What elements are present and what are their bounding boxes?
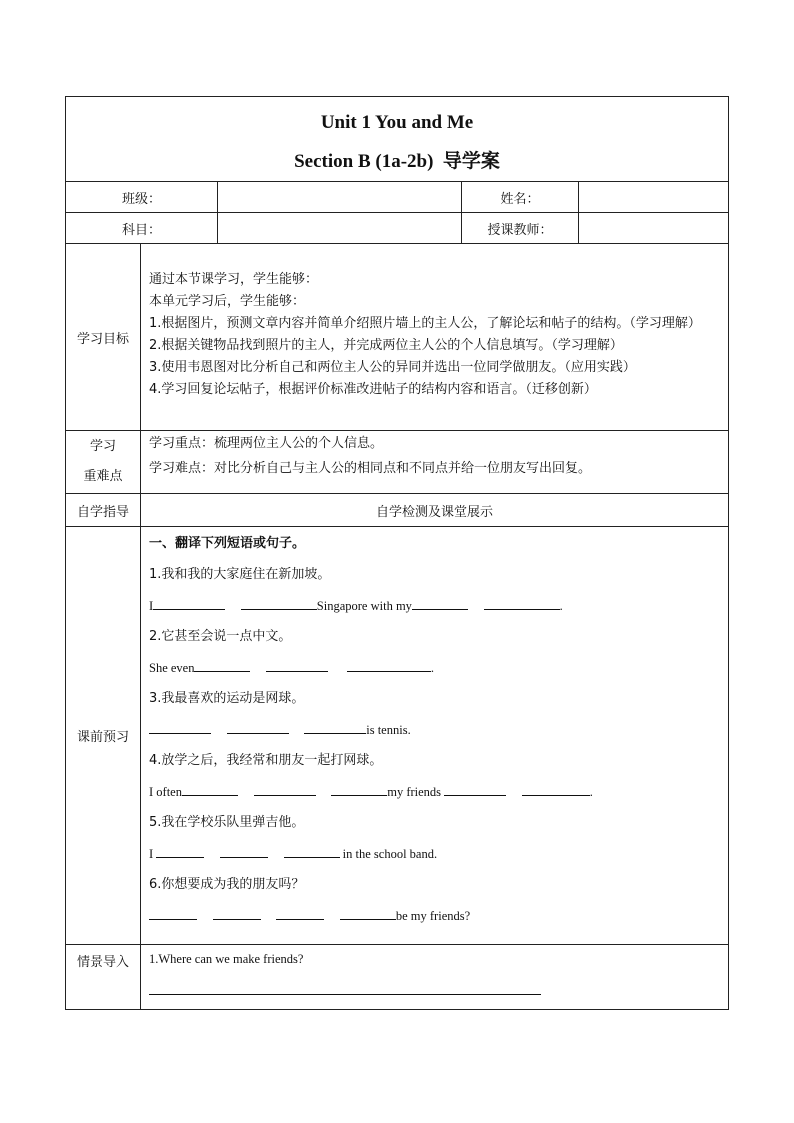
goals-label: 学习目标 — [66, 244, 141, 431]
key-points-label — [66, 431, 141, 494]
answer-4: I often my friends . — [149, 785, 593, 799]
blank[interactable] — [254, 783, 316, 796]
difficulty-text: 学习难点：对比分析自己与主人公的相同点和不同点并给一位朋友写出回复。 — [149, 461, 592, 476]
teacher-field[interactable] — [579, 213, 729, 244]
scenario-question-1: 1.Where can we make friends? — [149, 952, 304, 966]
answer-6: be my friends? — [149, 907, 720, 925]
scenario-label: 情景导入 — [66, 945, 141, 1010]
question-6: 6.你想要成为我的朋友吗？ — [149, 877, 305, 892]
goal-line: 3.使用韦恩图对比分析自己和两位主人公的异同并选出一位同学做朋友。（应用实践） — [149, 360, 636, 375]
teacher-label: 授课教师： — [462, 213, 579, 244]
blank[interactable] — [484, 597, 560, 610]
subject-label: 科目： — [66, 213, 218, 244]
blank[interactable] — [266, 659, 328, 672]
answer-1: I Singapore with my . — [149, 599, 563, 613]
blank[interactable] — [284, 845, 340, 858]
blank[interactable] — [149, 721, 211, 734]
self-study-title: 自学检测及课堂展示 — [141, 494, 729, 527]
class-label: 班级： — [66, 182, 218, 213]
class-field[interactable] — [218, 182, 462, 213]
preview-content — [141, 527, 729, 945]
answer-2: She even . — [149, 661, 434, 675]
question-2: 2.它甚至会说一点中文。 — [149, 629, 292, 644]
blank[interactable] — [444, 783, 506, 796]
question-5: 5.我在学校乐队里弹吉他。 — [149, 815, 305, 830]
blank[interactable] — [153, 597, 225, 610]
worksheet-table — [65, 96, 729, 1010]
question-3: 3.我最喜欢的运动是网球。 — [149, 691, 305, 706]
blank[interactable] — [220, 845, 268, 858]
blank[interactable] — [304, 721, 366, 734]
section-title-cn: 导学案 — [442, 149, 500, 172]
blank[interactable] — [149, 907, 197, 920]
focus-text: 学习重点：梳理两位主人公的个人信息。 — [149, 436, 384, 451]
scenario-content — [141, 945, 729, 1010]
goal-line: 通过本节课学习，学生能够： — [149, 272, 319, 287]
blank[interactable] — [276, 907, 324, 920]
blank[interactable] — [340, 907, 396, 920]
blank[interactable] — [522, 783, 590, 796]
title-cell — [66, 97, 729, 182]
blank[interactable] — [194, 659, 250, 672]
blank[interactable] — [149, 982, 541, 995]
goal-line: 1.根据图片，预测文章内容并简单介绍照片墙上的主人公，了解论坛和帖子的结构。（学习理解） — [149, 316, 701, 331]
section-title — [66, 146, 728, 173]
key-points-label-top: 学习 — [89, 439, 116, 454]
blank[interactable] — [412, 597, 468, 610]
answer-3: is tennis. — [149, 721, 720, 739]
self-study-label: 自学指导 — [66, 494, 141, 527]
blank[interactable] — [331, 783, 387, 796]
blank[interactable] — [182, 783, 238, 796]
unit-title: Unit 1 You and Me — [320, 111, 474, 133]
question-4: 4.放学之后，我经常和朋友一起打网球。 — [149, 753, 383, 768]
blank[interactable] — [156, 845, 204, 858]
blank[interactable] — [213, 907, 261, 920]
name-label: 姓名： — [462, 182, 579, 213]
name-field[interactable] — [579, 182, 729, 213]
answer-5: I in the school band. — [149, 847, 438, 861]
scenario-answer-line[interactable] — [149, 982, 720, 995]
key-points-label-bottom: 重难点 — [83, 469, 123, 484]
goal-line: 4.学习回复论坛帖子，根据评价标准改进帖子的结构内容和语言。（迁移创新） — [149, 382, 597, 397]
goals-content — [141, 244, 729, 431]
blank[interactable] — [347, 659, 431, 672]
question-1: 1.我和我的大家庭住在新加坡。 — [149, 567, 331, 582]
subject-field[interactable] — [218, 213, 462, 244]
goal-line: 2.根据关键物品找到照片的主人，并完成两位主人公的个人信息填写。（学习理解） — [149, 338, 623, 353]
blank[interactable] — [227, 721, 289, 734]
goal-line: 本单元学习后，学生能够： — [149, 294, 306, 309]
preview-heading: 一、翻译下列短语或句子。 — [149, 536, 306, 551]
section-title-en: Section B (1a-2b) — [294, 150, 434, 172]
blank[interactable] — [241, 597, 317, 610]
key-points-content — [141, 431, 729, 494]
preview-label: 课前预习 — [66, 527, 141, 945]
worksheet — [65, 96, 728, 996]
